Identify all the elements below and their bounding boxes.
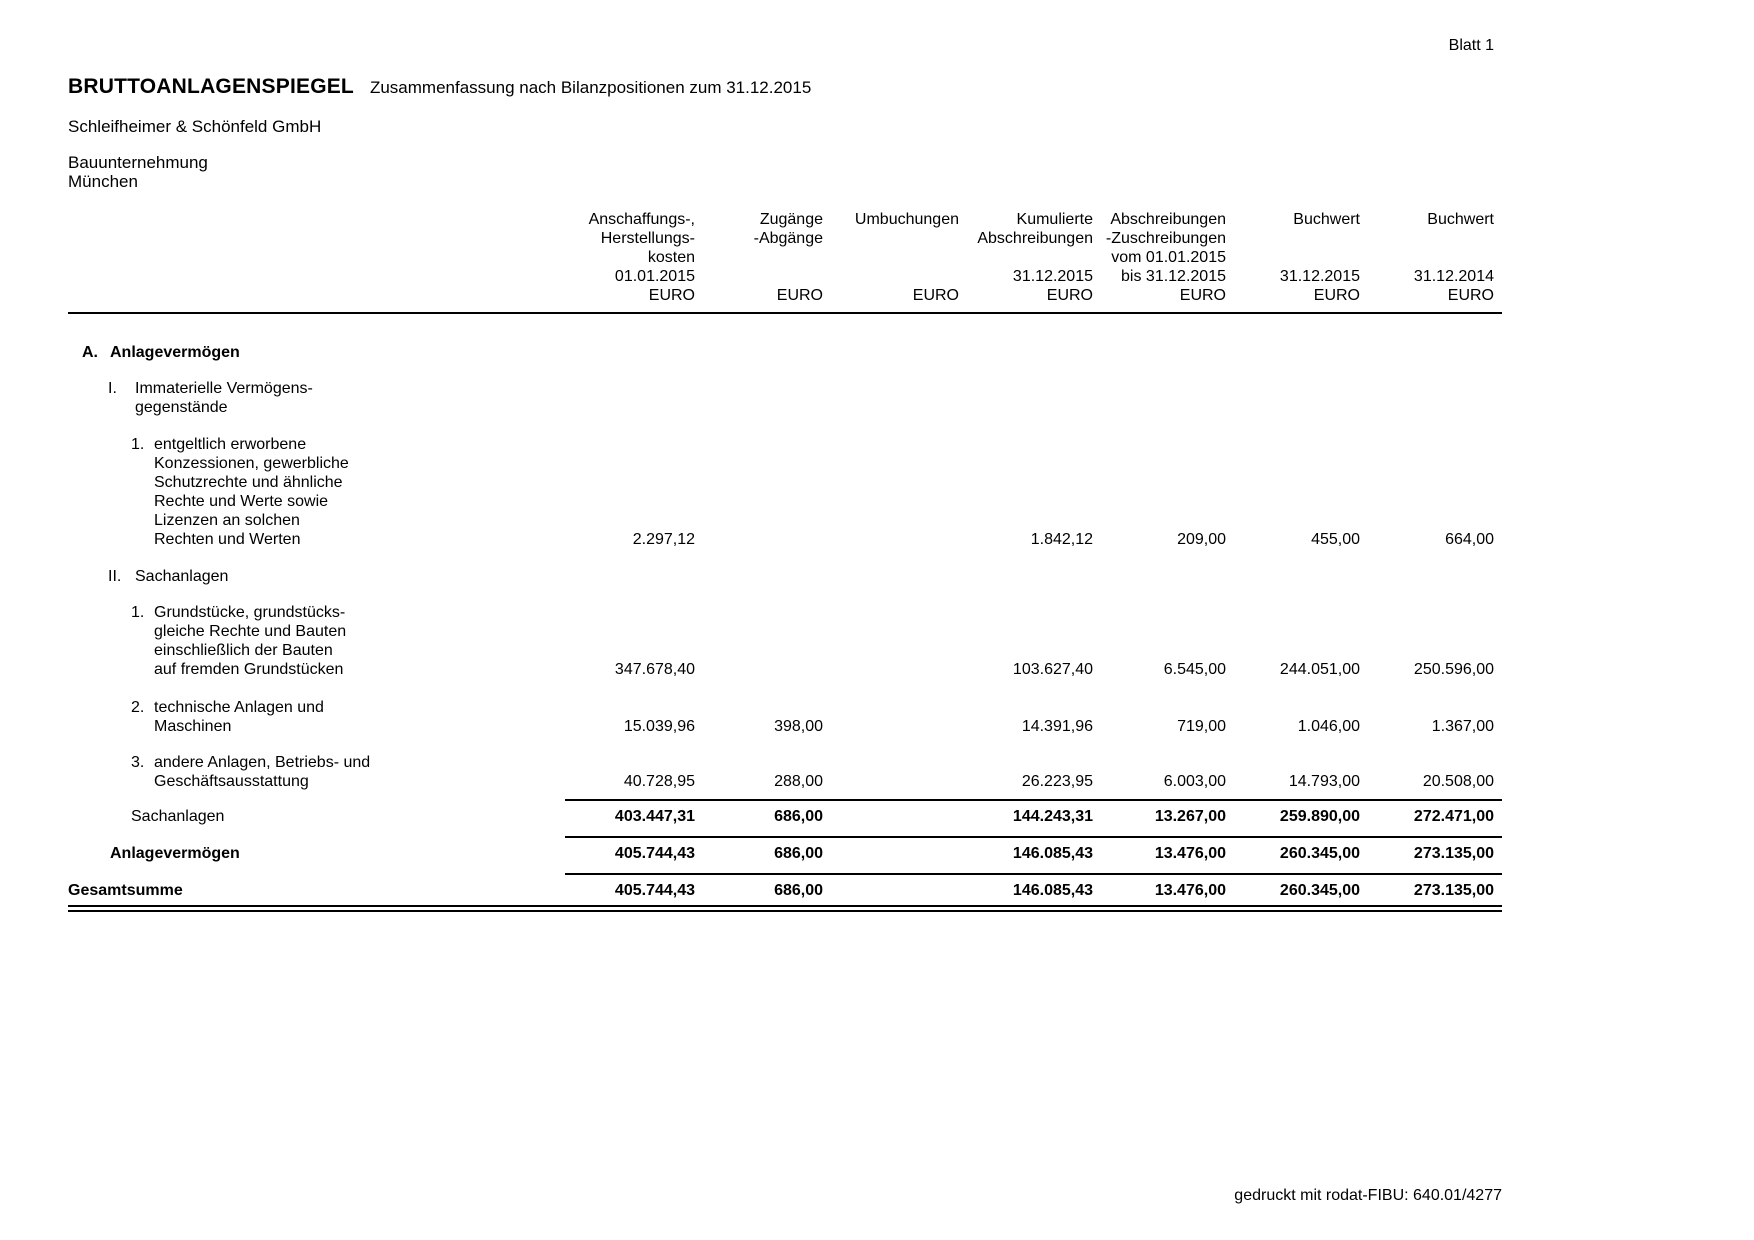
header-line bbox=[823, 248, 959, 267]
report-title: BRUTTOANLAGENSPIEGEL bbox=[68, 75, 354, 98]
amount-cell: 2.297,12 bbox=[632, 531, 695, 548]
header-line bbox=[1360, 248, 1502, 267]
row-label bbox=[68, 844, 565, 863]
group-label: Sachanlagen bbox=[135, 568, 229, 585]
amount-cell: 26.223,95 bbox=[1021, 773, 1093, 790]
item-label-line: Lizenzen an solchen bbox=[154, 512, 300, 529]
table-row-technische-anlagen bbox=[68, 698, 1502, 736]
title-line bbox=[68, 75, 1502, 101]
header-line: Kumulierte bbox=[1016, 211, 1093, 228]
header-line: vom 01.01.2015 bbox=[1111, 249, 1226, 266]
report-subtitle: Zusammenfassung nach Bilanzpositionen zum 31.12.2015 bbox=[369, 78, 812, 97]
row-label bbox=[68, 807, 565, 826]
grand-total-row bbox=[68, 881, 1502, 900]
amount-cell: 1.842,12 bbox=[1030, 531, 1093, 548]
item-marker: 1. bbox=[131, 604, 145, 621]
amount-cell: 15.039,96 bbox=[623, 718, 695, 735]
amount-cell: 405.744,43 bbox=[614, 882, 695, 899]
amount-cell: 14.391,96 bbox=[1021, 718, 1093, 735]
column-header-kumulierte-abschreibungen bbox=[959, 210, 1093, 305]
item-label-line: Schutzrechte und ähnliche bbox=[154, 474, 343, 491]
amount-cell: 244.051,00 bbox=[1279, 661, 1360, 678]
item-label-line: Grundstücke, grundstücks- bbox=[154, 604, 346, 621]
header-line: kosten bbox=[647, 249, 695, 266]
header-line bbox=[695, 248, 823, 267]
column-header-buchwert-2015 bbox=[1226, 210, 1360, 305]
row-label bbox=[68, 698, 565, 736]
header-line: Buchwert bbox=[1293, 211, 1360, 228]
item-label-line: Geschäftsausstattung bbox=[154, 773, 309, 790]
grand-total-double-rule bbox=[68, 905, 1502, 912]
amount-cell: 1.367,00 bbox=[1431, 718, 1494, 735]
sheet-label: Blatt 1 bbox=[1448, 37, 1494, 54]
row-label bbox=[68, 753, 565, 791]
header-line: Herstellungs- bbox=[600, 230, 695, 247]
item-marker: 1. bbox=[131, 436, 145, 453]
header-line: Zugänge bbox=[759, 211, 823, 228]
amount-cell: 6.545,00 bbox=[1163, 661, 1226, 678]
amount-cell: 260.345,00 bbox=[1279, 882, 1360, 899]
section-label: Anlagevermögen bbox=[110, 344, 240, 361]
table-row-grundstuecke bbox=[68, 603, 1502, 679]
amount-cell: 288,00 bbox=[774, 773, 823, 790]
item-label-line: gleiche Rechte und Bauten bbox=[154, 623, 347, 640]
item-label-line: Maschinen bbox=[154, 718, 232, 735]
amount-cell: 273.135,00 bbox=[1413, 882, 1494, 899]
amount-cell: 664,00 bbox=[1445, 531, 1494, 548]
item-label-line: Rechte und Werte sowie bbox=[154, 493, 329, 510]
header-line bbox=[959, 248, 1093, 267]
subtotal-label: Sachanlagen bbox=[131, 808, 225, 825]
amount-cell: 13.476,00 bbox=[1154, 882, 1226, 899]
amount-cell: 405.744,43 bbox=[614, 845, 695, 862]
amount-cell: 6.003,00 bbox=[1163, 773, 1226, 790]
header-line: 31.12.2015 bbox=[1279, 268, 1360, 285]
amount-cell: 403.447,31 bbox=[614, 808, 695, 825]
total-row-anlagevermoegen bbox=[68, 844, 1502, 863]
amount-cell: 272.471,00 bbox=[1413, 808, 1494, 825]
item-label-line: Rechten und Werten bbox=[154, 531, 301, 548]
group-label-line: gegenstände bbox=[135, 399, 228, 416]
amount-cell: 719,00 bbox=[1177, 718, 1226, 735]
column-header-umbuchungen bbox=[823, 210, 959, 305]
group-row-sachanlagen bbox=[68, 567, 1502, 586]
amount-cell: 398,00 bbox=[774, 718, 823, 735]
amount-cell: 686,00 bbox=[774, 808, 823, 825]
group-row-immaterielle bbox=[68, 379, 1502, 417]
amount-cell: 144.243,31 bbox=[1012, 808, 1093, 825]
section-row-anlagevermoegen bbox=[68, 343, 1502, 362]
header-line bbox=[695, 267, 823, 286]
amount-cell: 455,00 bbox=[1311, 531, 1360, 548]
amount-cell: 686,00 bbox=[774, 882, 823, 899]
amount-cell: 20.508,00 bbox=[1422, 773, 1494, 790]
header-line bbox=[1226, 229, 1360, 248]
amount-cell: 146.085,43 bbox=[1012, 882, 1093, 899]
column-header-ahk bbox=[565, 210, 695, 305]
header-line: EURO bbox=[776, 287, 823, 304]
header-line: 31.12.2014 bbox=[1413, 268, 1494, 285]
item-label-line: technische Anlagen und bbox=[154, 699, 324, 716]
header-line bbox=[1226, 248, 1360, 267]
column-header-zugaenge bbox=[695, 210, 823, 305]
header-line bbox=[1360, 229, 1502, 248]
amount-cell: 686,00 bbox=[774, 845, 823, 862]
header-line: Abschreibungen bbox=[1110, 211, 1226, 228]
column-header-buchwert-2014 bbox=[1360, 210, 1502, 305]
item-label-line: andere Anlagen, Betriebs- und bbox=[154, 754, 371, 771]
header-line: EURO bbox=[912, 287, 959, 304]
amount-cell: 250.596,00 bbox=[1413, 661, 1494, 678]
header-line bbox=[823, 267, 959, 286]
amount-cell: 259.890,00 bbox=[1279, 808, 1360, 825]
total-rule bbox=[565, 836, 1502, 838]
row-label bbox=[68, 435, 565, 549]
amount-cell: 1.046,00 bbox=[1297, 718, 1360, 735]
item-marker: 3. bbox=[131, 754, 145, 771]
total-label: Anlagevermögen bbox=[110, 845, 240, 862]
table-row-konzessionen bbox=[68, 435, 1502, 549]
amount-cell: 146.085,43 bbox=[1012, 845, 1093, 862]
header-line: Anschaffungs-, bbox=[588, 211, 695, 228]
group-marker: I. bbox=[108, 380, 117, 397]
print-footer: gedruckt mit rodat-FIBU: 640.01/4277 bbox=[1234, 1187, 1502, 1204]
header-line: Umbuchungen bbox=[854, 211, 959, 228]
item-label-line: Konzessionen, gewerbliche bbox=[154, 455, 349, 472]
header-line: 01.01.2015 bbox=[614, 268, 695, 285]
header-rule bbox=[68, 312, 1502, 314]
subtotal-rule bbox=[565, 799, 1502, 801]
column-header-abschreibungen-zeitraum bbox=[1093, 210, 1226, 305]
header-line: EURO bbox=[1447, 287, 1494, 304]
company-name: Schleifheimer & Schönfeld GmbH bbox=[68, 117, 322, 136]
group-marker: II. bbox=[108, 568, 122, 585]
header-line: -Abgänge bbox=[753, 230, 823, 247]
item-label-line: einschließlich der Bauten bbox=[154, 642, 333, 659]
subtotal-row-sachanlagen bbox=[68, 807, 1502, 826]
header-line: bis 31.12.2015 bbox=[1121, 268, 1226, 285]
company-city: München bbox=[68, 172, 138, 191]
header-line: EURO bbox=[1179, 287, 1226, 304]
header-line: Buchwert bbox=[1427, 211, 1494, 228]
item-marker: 2. bbox=[131, 699, 145, 716]
amount-cell: 13.267,00 bbox=[1154, 808, 1226, 825]
group-label-line: Immaterielle Vermögens- bbox=[135, 380, 313, 397]
table-header bbox=[68, 210, 1502, 305]
amount-cell: 103.627,40 bbox=[1012, 661, 1093, 678]
company-business: Bauunternehmung bbox=[68, 153, 208, 172]
row-label bbox=[68, 881, 565, 900]
item-label-line: auf fremden Grundstücken bbox=[154, 661, 344, 678]
header-line: Abschreibungen bbox=[977, 230, 1093, 247]
grand-total-label: Gesamtsumme bbox=[68, 882, 183, 899]
amount-cell: 273.135,00 bbox=[1413, 845, 1494, 862]
grand-total-rule-top bbox=[565, 873, 1502, 875]
amount-cell: 209,00 bbox=[1177, 531, 1226, 548]
header-line: EURO bbox=[648, 287, 695, 304]
header-line: 31.12.2015 bbox=[1012, 268, 1093, 285]
header-line: -Zuschreibungen bbox=[1105, 230, 1226, 247]
table-row-andere-anlagen bbox=[68, 753, 1502, 791]
amount-cell: 40.728,95 bbox=[623, 773, 695, 790]
header-line: EURO bbox=[1046, 287, 1093, 304]
section-marker: A. bbox=[82, 344, 98, 361]
report-content bbox=[68, 0, 1502, 912]
header-line: EURO bbox=[1313, 287, 1360, 304]
amount-cell: 13.476,00 bbox=[1154, 845, 1226, 862]
header-line bbox=[823, 229, 959, 248]
amount-cell: 260.345,00 bbox=[1279, 845, 1360, 862]
amount-cell: 14.793,00 bbox=[1288, 773, 1360, 790]
row-label bbox=[68, 603, 565, 679]
amount-cell: 347.678,40 bbox=[614, 661, 695, 678]
item-label-line: entgeltlich erworbene bbox=[154, 436, 307, 453]
